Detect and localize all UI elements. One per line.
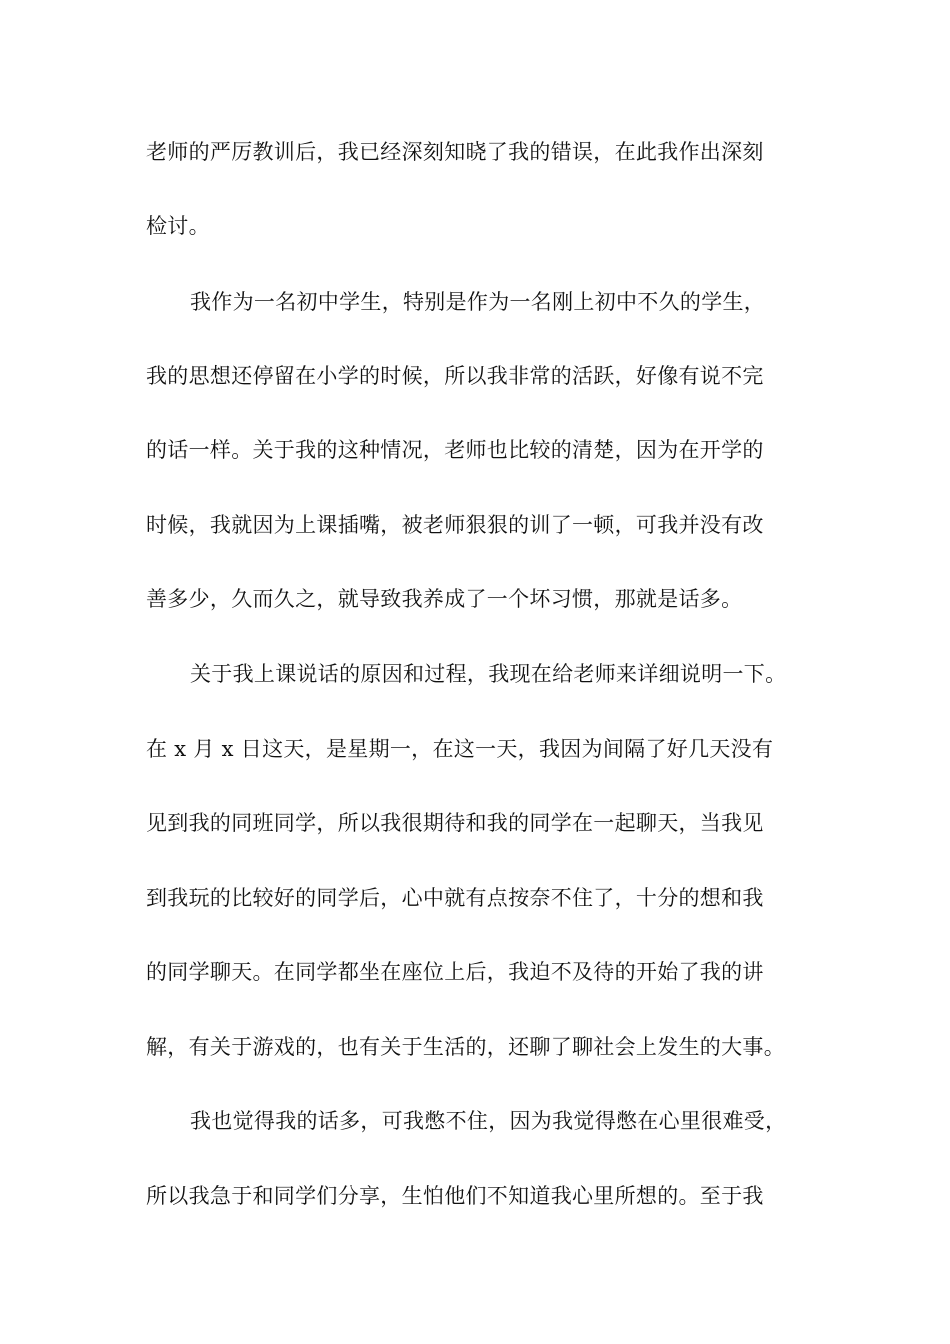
text-line: 时候，我就因为上课插嘴，被老师狠狠的训了一顿，可我并没有改 — [146, 513, 764, 537]
text-line: 所以我急于和同学们分享，生怕他们不知道我心里所想的。至于我 — [146, 1184, 764, 1208]
paragraph-start-line: 我也觉得我的话多，可我憋不住，因为我觉得憋在心里很难受， — [190, 1109, 787, 1133]
paragraph-start-line: 我作为一名初中学生，特别是作为一名刚上初中不久的学生， — [190, 290, 766, 314]
text-line: 善多少，久而久之，就导致我养成了一个坏习惯，那就是话多。 — [146, 587, 743, 611]
text-line: 在 x 月 x 日这天，是星期一，在这一天，我因为间隔了好几天没有 — [146, 737, 774, 761]
text-line: 见到我的同班同学，所以我很期待和我的同学在一起聊天，当我见 — [146, 811, 764, 835]
text-line: 老师的严厉教训后，我已经深刻知晓了我的错误，在此我作出深刻 — [146, 140, 764, 164]
text-line: 的话一样。关于我的这种情况，老师也比较的清楚，因为在开学的 — [146, 438, 764, 462]
text-line: 到我玩的比较好的同学后，心中就有点按奈不住了，十分的想和我 — [146, 886, 764, 910]
paragraph-start-line: 关于我上课说话的原因和过程，我现在给老师来详细说明一下。 — [190, 662, 787, 686]
text-line: 解，有关于游戏的，也有关于生活的，还聊了聊社会上发生的大事。 — [146, 1035, 785, 1059]
text-line: 检讨。 — [146, 214, 210, 238]
text-line: 的同学聊天。在同学都坐在座位上后，我迫不及待的开始了我的讲 — [146, 960, 764, 984]
text-line: 我的思想还停留在小学的时候，所以我非常的活跃，好像有说不完 — [146, 364, 764, 388]
